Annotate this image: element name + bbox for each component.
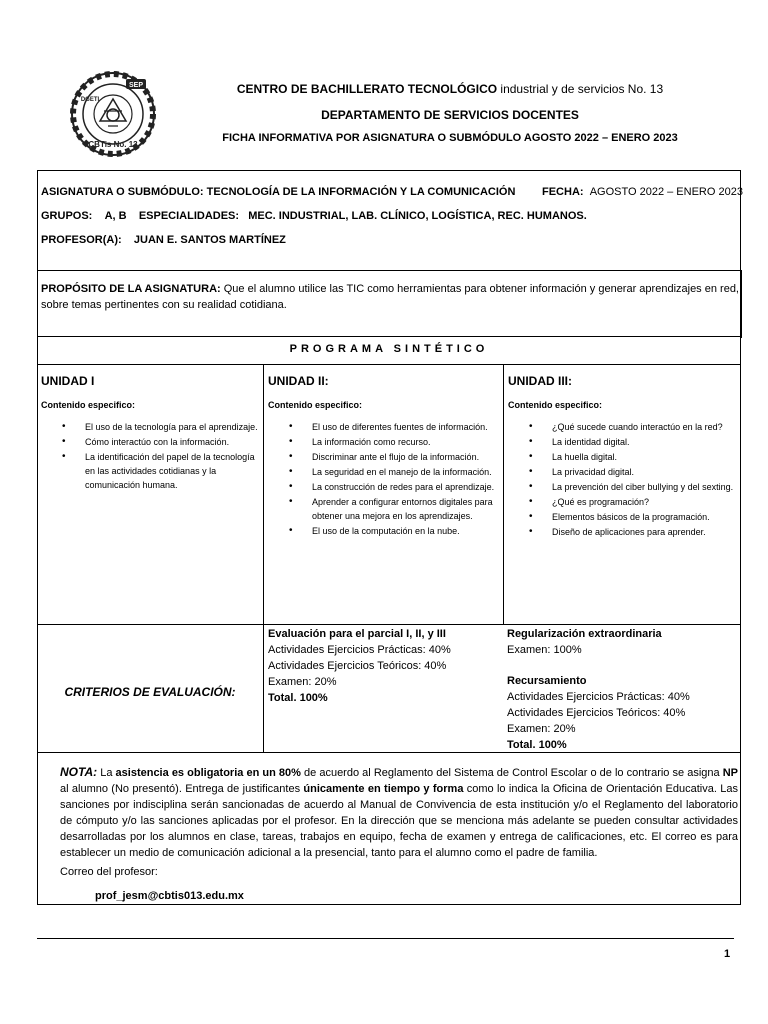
unit-2-subtitle: Contenido especifico: bbox=[268, 400, 363, 410]
unit-1-subtitle: Contenido especifico: bbox=[41, 400, 136, 410]
list-item: • La construcción de redes para el aprendizaje. bbox=[289, 480, 503, 494]
list-item: • Elementos básicos de la programación. bbox=[529, 510, 737, 524]
unit-1-list bbox=[62, 420, 258, 493]
nota-text: de acuerdo al Reglamento del Sistema de Control Escolar o de lo contrario se asigna bbox=[300, 767, 723, 779]
list-item: • Diseño de aplicaciones para aprender. bbox=[529, 525, 737, 539]
especialidades-value: MEC. INDUSTRIAL, LAB. CLÍNICO, LOGÍSTICA, REC. HUMANOS. bbox=[248, 210, 587, 222]
list-item: • El uso de la tecnología para el aprendizaje. bbox=[62, 420, 258, 434]
regularizacion-title: Regularización extraordinaria bbox=[507, 628, 662, 640]
col-divider-2 bbox=[503, 364, 504, 624]
school-title-bold: CENTRO DE BACHILLERATO TECNOLÓGICO bbox=[236, 82, 498, 96]
divider-programa bbox=[37, 364, 741, 365]
eval-parcial-line: Examen: 20% bbox=[268, 676, 337, 688]
recursamiento-title: Recursamiento bbox=[507, 675, 587, 687]
unit-1-title: UNIDAD I bbox=[41, 374, 95, 388]
eval-parcial-line: Actividades Ejercicios Teóricos: 40% bbox=[268, 660, 447, 672]
recursamiento-line: Actividades Ejercicios Teóricos: 40% bbox=[507, 707, 686, 719]
nota-paragraph bbox=[60, 764, 738, 861]
department-title: DEPARTAMENTO DE SERVICIOS DOCENTES bbox=[321, 108, 579, 122]
list-item: • La seguridad en el manejo de la información. bbox=[289, 465, 503, 479]
profesor-value: JUAN E. SANTOS MARTÍNEZ bbox=[133, 234, 286, 246]
list-item: • ¿Qué es programación? bbox=[529, 495, 737, 509]
list-item: • ¿Qué sucede cuando interactúo en la red? bbox=[529, 420, 737, 434]
grupos-value: A, B bbox=[104, 210, 127, 222]
school-title bbox=[160, 82, 740, 96]
list-item: • La huella digital. bbox=[529, 450, 737, 464]
unit-2-list bbox=[289, 420, 503, 539]
especialidades-label: ESPECIALIDADES: bbox=[138, 210, 240, 222]
list-item: • Aprender a configurar entornos digitales para obtener una mejora en los aprendizajes. bbox=[289, 495, 503, 523]
correo-email[interactable]: prof_jesm@cbtis013.edu.mx bbox=[95, 890, 244, 902]
right-edge-proposito bbox=[740, 270, 742, 338]
fecha-label: FECHA: bbox=[542, 186, 584, 198]
cbtis-logo bbox=[70, 71, 156, 157]
school-title-rest: industrial y de servicios No. 13 bbox=[497, 82, 664, 96]
proposito bbox=[41, 281, 739, 313]
unit-2-title: UNIDAD II: bbox=[268, 374, 329, 388]
eval-recursamiento bbox=[507, 673, 690, 753]
eval-parcial-title: Evaluación para el parcial I, II, y III bbox=[268, 628, 446, 640]
recursamiento-line: Actividades Ejercicios Prácticas: 40% bbox=[507, 691, 690, 703]
proposito-label: PROPÓSITO DE LA ASIGNATURA: bbox=[41, 283, 221, 295]
criterios-label: CRITERIOS DE EVALUACIÓN: bbox=[64, 685, 236, 699]
nota-text: como lo indica la Oficina de Orientación Educativa. Las sanciones por indisciplina serán sancionadas de acuerdo al Manual de Convivencia de esta institución y/o el Reglamento del laboratorio de cómputo y/o las sanciones aplicadas por el profesor. En la dirección que se menciona más adelante se pueden consultar actividades desarrolladas por los alumnos en clase, tareas, trabajos en equipo, fecha de examen y entrega de calificaciones, etc. El correo es para establecer un medio de comunicación adicional a la presencial, tanto para el alumno como el padre de familia. bbox=[60, 783, 738, 859]
eval-parcial-total: Total. 100% bbox=[268, 692, 328, 704]
programa-title: PROGRAMA SINTÉTICO bbox=[289, 343, 489, 355]
nota-bold: asistencia es obligatoria en un 80% bbox=[115, 767, 301, 779]
eval-regularizacion bbox=[507, 626, 662, 658]
unit-3-list bbox=[529, 420, 737, 540]
grupos-label: GRUPOS: bbox=[41, 210, 93, 222]
divider-info bbox=[37, 270, 741, 271]
list-item: • La identidad digital. bbox=[529, 435, 737, 449]
fecha-value: AGOSTO 2022 – ENERO 2023 bbox=[589, 186, 743, 198]
unit-3-title: UNIDAD III: bbox=[508, 374, 572, 388]
page-number: 1 bbox=[724, 948, 731, 960]
list-item: • El uso de la computación en la nube. bbox=[289, 524, 503, 538]
asignatura-label: ASIGNATURA O SUBMÓDULO: TECNOLOGÍA DE LA INFORMACIÓN Y LA COMUNICACIÓN bbox=[41, 186, 516, 198]
list-item: • Discriminar ante el flujo de la información. bbox=[289, 450, 503, 464]
divider-units bbox=[37, 624, 741, 625]
list-item: • La prevención del ciber bullying y del sexting. bbox=[529, 480, 737, 494]
logo-cbtis-text: CBTis No. 13 bbox=[88, 140, 138, 149]
logo-dgeti-text: DGETI bbox=[80, 97, 100, 103]
eval-parcial-line: Actividades Ejercicios Prácticas: 40% bbox=[268, 644, 451, 656]
logo-sep-text: SEP bbox=[128, 82, 144, 89]
list-item: • La privacidad digital. bbox=[529, 465, 737, 479]
list-item: • La identificación del papel de la tecnología en las actividades cotidianas y la comunicación humana. bbox=[62, 450, 258, 492]
list-item: • La información como recurso. bbox=[289, 435, 503, 449]
nota-text: La bbox=[97, 767, 116, 779]
grupos-row bbox=[41, 210, 587, 222]
footer-line bbox=[37, 938, 734, 939]
nota-bold: NP bbox=[722, 767, 738, 779]
regularizacion-line: Examen: 100% bbox=[507, 644, 582, 656]
profesor-row bbox=[41, 234, 286, 246]
nota-label: NOTA: bbox=[60, 765, 98, 779]
nota-bold: únicamente en tiempo y forma bbox=[303, 783, 464, 795]
recursamiento-total: Total. 100% bbox=[507, 739, 567, 751]
proposito-text: Que el alumno utilice las TIC como herramientas para obtener información y generar aprendizajes en red, sobre temas pertinentes con su realidad cotidiana. bbox=[41, 283, 739, 311]
col-divider-1 bbox=[263, 364, 264, 752]
list-item: • El uso de diferentes fuentes de información. bbox=[289, 420, 503, 434]
list-item: • Cómo interactúo con la información. bbox=[62, 435, 258, 449]
recursamiento-line: Examen: 20% bbox=[507, 723, 576, 735]
divider-proposito bbox=[37, 336, 741, 337]
eval-parcial bbox=[268, 626, 451, 706]
form-title: FICHA INFORMATIVA POR ASIGNATURA O SUBMÓDULO AGOSTO 2022 – ENERO 2023 bbox=[222, 132, 678, 144]
nota-text: al alumno (No presentó). Entrega de justificantes bbox=[60, 783, 304, 795]
fecha-row bbox=[542, 186, 743, 198]
unit-3-subtitle: Contenido especifico: bbox=[508, 400, 603, 410]
profesor-label: PROFESOR(A): bbox=[41, 234, 122, 246]
correo-label: Correo del profesor: bbox=[60, 866, 158, 878]
